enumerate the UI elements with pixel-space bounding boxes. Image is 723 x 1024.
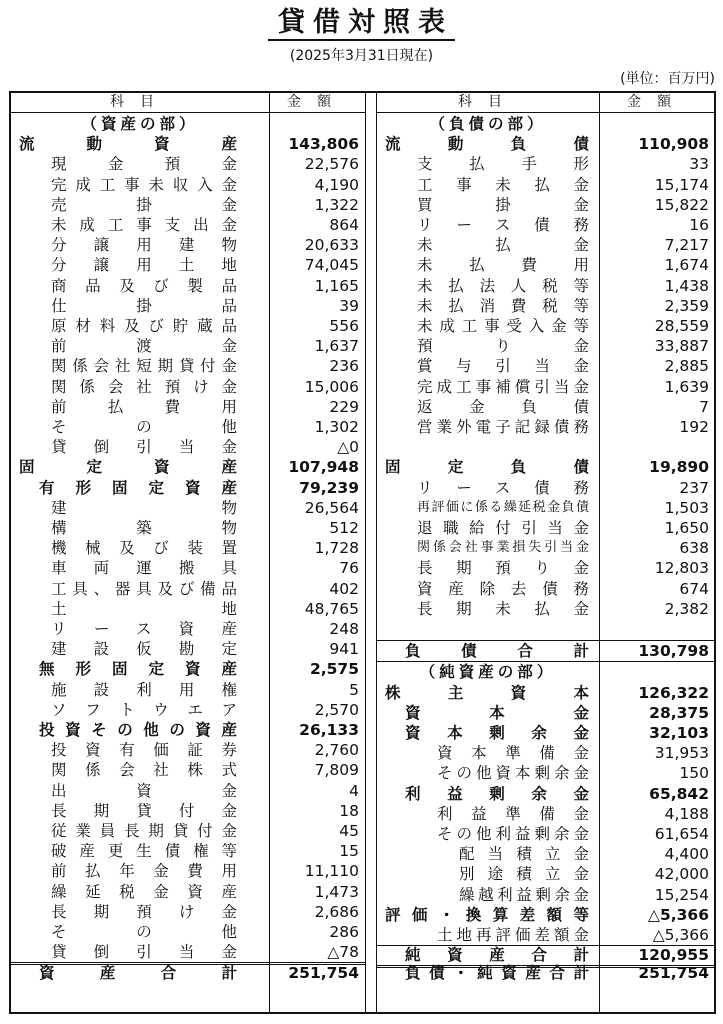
table-row bbox=[11, 195, 365, 215]
row-amount: 674 bbox=[679, 579, 709, 598]
row-amount: 1,637 bbox=[314, 337, 359, 356]
table-row bbox=[11, 316, 365, 336]
table-row bbox=[11, 175, 365, 195]
row-label: 従業員長期貸付金 bbox=[51, 822, 237, 840]
row-amount: 143,806 bbox=[288, 135, 359, 154]
row-amount: 251,754 bbox=[638, 964, 709, 983]
row-amount: 286 bbox=[329, 923, 359, 941]
row-label: その他 bbox=[51, 418, 237, 436]
table-row bbox=[377, 377, 715, 397]
row-label: 未成工事支出金 bbox=[51, 216, 237, 234]
table-row bbox=[377, 703, 715, 723]
row-label: 固定資産 bbox=[19, 458, 237, 477]
table-row bbox=[11, 255, 365, 275]
table-row bbox=[377, 498, 715, 518]
header-item: 科目 bbox=[458, 94, 518, 110]
table-row bbox=[377, 558, 715, 578]
row-label: 未払費用 bbox=[417, 256, 589, 275]
row-label: 破産更生債権等 bbox=[51, 842, 237, 861]
row-label: 評価・換算差額等 bbox=[385, 905, 589, 924]
row-amount: 1,728 bbox=[314, 539, 359, 558]
row-label: 有形固定資産 bbox=[39, 478, 237, 497]
row-label: 資本剰余金 bbox=[405, 724, 589, 742]
row-label: 完成工事未収入金 bbox=[51, 175, 237, 194]
row-label: （純資産の部） bbox=[419, 663, 557, 682]
table-row bbox=[377, 478, 715, 498]
row-amount: 248 bbox=[329, 620, 359, 638]
table-row bbox=[377, 437, 715, 457]
table-row bbox=[11, 619, 365, 639]
row-label: 賞与引当金 bbox=[417, 357, 589, 376]
table-row bbox=[11, 538, 365, 558]
row-label: 原材料及び貯蔵品 bbox=[51, 317, 237, 335]
equity-total-row bbox=[377, 945, 715, 965]
row-label: （負債の部） bbox=[429, 115, 547, 133]
table-row bbox=[377, 114, 715, 134]
table-row bbox=[11, 861, 365, 881]
table-row bbox=[377, 276, 715, 296]
row-label: 完成工事補償引当金 bbox=[417, 377, 589, 396]
row-label: 買掛金 bbox=[417, 195, 589, 214]
table-row bbox=[377, 518, 715, 538]
table-row bbox=[11, 134, 365, 154]
table-row bbox=[377, 255, 715, 275]
row-label: 土地再評価差額金 bbox=[437, 926, 589, 944]
header-amount: 金額 bbox=[627, 94, 687, 110]
balance-sheet bbox=[9, 91, 716, 1014]
row-amount: 4,400 bbox=[664, 845, 709, 864]
table-row bbox=[377, 864, 715, 884]
table-row bbox=[11, 437, 365, 457]
table-row bbox=[377, 154, 715, 174]
row-amount: 7,809 bbox=[314, 761, 359, 780]
report-date: (2025年3月31日現在) bbox=[289, 48, 434, 64]
row-amount: 402 bbox=[329, 579, 359, 598]
row-label: 前払費用 bbox=[51, 397, 237, 416]
row-label: 別途積立金 bbox=[459, 865, 589, 884]
table-row bbox=[11, 377, 365, 397]
row-label: その他資本剰余金 bbox=[437, 764, 589, 783]
row-amount: △0 bbox=[337, 438, 359, 457]
table-row bbox=[11, 760, 365, 780]
row-amount: △5,366 bbox=[652, 926, 709, 944]
table-row bbox=[377, 579, 715, 599]
table-row bbox=[11, 942, 365, 962]
table-row bbox=[377, 356, 715, 376]
row-label: 土地 bbox=[51, 599, 237, 618]
table-row bbox=[11, 114, 365, 134]
row-label: 出資金 bbox=[51, 781, 237, 800]
row-label: 未払消費税等 bbox=[417, 296, 589, 315]
table-row bbox=[11, 740, 365, 760]
row-label: 預り金 bbox=[417, 337, 589, 356]
table-row bbox=[377, 175, 715, 195]
row-amount: 28,559 bbox=[654, 317, 709, 335]
row-label: 建物 bbox=[51, 498, 237, 517]
row-label: 長期預け金 bbox=[51, 902, 237, 921]
table-row bbox=[11, 841, 365, 861]
row-amount: 150 bbox=[679, 764, 709, 783]
row-label: 返金負債 bbox=[417, 397, 589, 416]
row-label: 株主資本 bbox=[385, 683, 589, 702]
row-label: 流動負債 bbox=[385, 135, 589, 154]
row-amount: 18 bbox=[339, 801, 359, 820]
row-amount: 31,953 bbox=[654, 744, 709, 763]
row-label: 退職給付引当金 bbox=[417, 519, 589, 537]
row-label: 関係会社株式 bbox=[51, 761, 237, 780]
row-label: リース債務 bbox=[417, 478, 589, 497]
row-label: 長期預り金 bbox=[417, 559, 589, 578]
table-row bbox=[377, 599, 715, 619]
row-amount: 48,765 bbox=[304, 599, 359, 618]
table-row bbox=[11, 558, 365, 578]
row-amount: 126,322 bbox=[638, 683, 709, 702]
row-label: 資本金 bbox=[405, 703, 589, 722]
assets-header bbox=[11, 93, 365, 113]
row-label: 未払法人税等 bbox=[417, 276, 589, 295]
row-label: 再評価に係る繰延税金負債 bbox=[417, 499, 589, 515]
row-amount: 2,359 bbox=[664, 296, 709, 315]
row-label: 前払年金費用 bbox=[51, 862, 237, 881]
row-label: 負債・純資産合計 bbox=[405, 964, 589, 983]
table-row bbox=[377, 336, 715, 356]
row-label: リース債務 bbox=[417, 216, 589, 234]
table-row bbox=[11, 599, 365, 619]
row-amount: 16 bbox=[689, 216, 709, 234]
row-amount: 941 bbox=[329, 640, 359, 659]
row-amount: 1,302 bbox=[314, 418, 359, 436]
header-amount: 金額 bbox=[287, 94, 347, 110]
row-amount: 120,955 bbox=[638, 946, 709, 965]
table-row bbox=[377, 215, 715, 235]
table-row bbox=[377, 824, 715, 844]
table-row bbox=[377, 235, 715, 255]
row-amount: 11,110 bbox=[304, 862, 359, 881]
row-amount: 15,174 bbox=[654, 175, 709, 194]
table-row bbox=[11, 336, 365, 356]
table-row bbox=[11, 821, 365, 841]
row-amount: 2,575 bbox=[309, 660, 359, 679]
row-amount bbox=[599, 437, 709, 457]
row-label: 資産合計 bbox=[39, 964, 237, 983]
table-row bbox=[11, 215, 365, 235]
row-label: 関係会社短期貸付金 bbox=[51, 357, 237, 376]
row-amount: 512 bbox=[329, 519, 359, 537]
row-amount: 33 bbox=[689, 155, 709, 174]
row-label: 利益剰余金 bbox=[405, 784, 589, 803]
liabilities-header bbox=[377, 93, 715, 113]
row-amount: 4,188 bbox=[664, 804, 709, 823]
table-row bbox=[11, 154, 365, 174]
table-row bbox=[11, 276, 365, 296]
row-label: 繰越利益剰余金 bbox=[459, 885, 589, 904]
row-amount: 2,760 bbox=[314, 741, 359, 760]
row-label: 貸倒引当金 bbox=[51, 438, 237, 457]
table-row bbox=[377, 296, 715, 316]
table-row bbox=[11, 922, 365, 942]
table-row bbox=[377, 885, 715, 905]
row-amount: 4,190 bbox=[314, 175, 359, 194]
row-amount: 1,503 bbox=[664, 498, 709, 517]
row-label: 工具、器具及び備品 bbox=[51, 579, 237, 598]
row-amount: 19,890 bbox=[649, 458, 709, 477]
row-amount: 5 bbox=[349, 680, 359, 699]
row-amount: 1,639 bbox=[664, 377, 709, 396]
row-label: 現金預金 bbox=[51, 155, 237, 174]
table-row bbox=[377, 763, 715, 783]
table-row bbox=[11, 700, 365, 720]
row-amount: 39 bbox=[339, 296, 359, 315]
row-label: その他利益剰余金 bbox=[437, 825, 589, 843]
row-label: 前渡金 bbox=[51, 337, 237, 356]
table-row bbox=[11, 356, 365, 376]
row-amount: 33,887 bbox=[654, 337, 709, 356]
row-amount: 1,165 bbox=[314, 276, 359, 295]
row-label: その他 bbox=[51, 923, 237, 941]
table-row bbox=[377, 417, 715, 437]
table-row bbox=[11, 781, 365, 801]
row-label: 未成工事受入金等 bbox=[417, 317, 589, 335]
liab-equity-total-row bbox=[377, 963, 715, 983]
row-amount: 45 bbox=[339, 822, 359, 840]
row-amount: 15,254 bbox=[654, 885, 709, 904]
assets-column bbox=[11, 93, 366, 1012]
row-label: 分譲用土地 bbox=[51, 256, 237, 275]
table-row bbox=[377, 723, 715, 743]
row-label: 車両運搬具 bbox=[51, 559, 237, 578]
row-amount: 864 bbox=[329, 216, 359, 234]
table-row bbox=[11, 296, 365, 316]
table-row bbox=[11, 659, 365, 679]
table-row bbox=[11, 457, 365, 477]
row-label: リース資産 bbox=[51, 620, 237, 638]
row-amount: 107,948 bbox=[288, 458, 359, 477]
row-label: 流動資産 bbox=[19, 135, 237, 154]
row-label: 利益準備金 bbox=[437, 804, 589, 823]
row-amount: 110,908 bbox=[638, 135, 709, 154]
row-amount: 229 bbox=[329, 397, 359, 416]
row-label: 支払手形 bbox=[417, 155, 589, 174]
row-amount: 7 bbox=[699, 397, 709, 416]
row-label: 貸倒引当金 bbox=[51, 943, 237, 962]
row-amount: 22,576 bbox=[304, 155, 359, 174]
table-row bbox=[377, 397, 715, 417]
row-label: 分譲用建物 bbox=[51, 236, 237, 255]
liabilities-total-row bbox=[377, 641, 715, 661]
row-label: 負債合計 bbox=[405, 642, 589, 661]
row-amount: 130,798 bbox=[638, 642, 709, 661]
table-row bbox=[377, 683, 715, 703]
row-amount: 20,633 bbox=[304, 236, 359, 255]
table-row bbox=[377, 538, 715, 558]
table-row bbox=[11, 518, 365, 538]
row-label: 無形固定資産 bbox=[39, 660, 237, 679]
table-row bbox=[377, 457, 715, 477]
table-row bbox=[11, 478, 365, 498]
table-row bbox=[377, 743, 715, 763]
table-row bbox=[11, 680, 365, 700]
row-amount: 42,000 bbox=[654, 865, 709, 884]
row-amount: 237 bbox=[679, 478, 709, 497]
row-label: ソフトウエア bbox=[51, 700, 237, 719]
row-label: 営業外電子記録債務 bbox=[417, 418, 589, 436]
row-label: 投資その他の資産 bbox=[39, 721, 237, 739]
row-label: 仕掛品 bbox=[51, 296, 237, 315]
row-label: 繰延税金資産 bbox=[51, 882, 237, 901]
row-amount: 12,803 bbox=[654, 559, 709, 578]
row-label: 長期貸付金 bbox=[51, 801, 237, 820]
row-label: 資本準備金 bbox=[437, 744, 589, 763]
unit-label: (単位：百万円) bbox=[620, 71, 715, 87]
table-row bbox=[11, 720, 365, 740]
row-amount: 638 bbox=[679, 539, 709, 558]
row-amount: 15,822 bbox=[654, 195, 709, 214]
row-amount bbox=[599, 114, 709, 134]
row-amount bbox=[269, 114, 359, 134]
row-amount: 7,217 bbox=[664, 236, 709, 255]
row-amount: 28,375 bbox=[649, 703, 709, 722]
page-title: 貸借対照表 bbox=[0, 4, 723, 42]
table-row bbox=[11, 417, 365, 437]
row-label bbox=[417, 437, 589, 457]
row-amount: △78 bbox=[327, 943, 359, 962]
table-row bbox=[377, 134, 715, 154]
row-amount: 26,133 bbox=[299, 721, 359, 739]
row-amount: 2,885 bbox=[664, 357, 709, 376]
row-label: 固定負債 bbox=[385, 458, 589, 477]
row-amount: 2,382 bbox=[664, 599, 709, 618]
table-row bbox=[377, 925, 715, 945]
row-label: 未払金 bbox=[417, 236, 589, 255]
table-row bbox=[11, 235, 365, 255]
table-row bbox=[11, 397, 365, 417]
row-amount: 1,473 bbox=[314, 882, 359, 901]
row-amount: △5,366 bbox=[648, 905, 709, 924]
row-amount: 15 bbox=[339, 842, 359, 861]
row-amount: 556 bbox=[329, 317, 359, 335]
row-label: 工事未払金 bbox=[417, 175, 589, 194]
table-row bbox=[11, 902, 365, 922]
row-amount: 15,006 bbox=[304, 377, 359, 396]
row-label: 関係会社事業損失引当金 bbox=[417, 540, 589, 556]
row-label: 建設仮勘定 bbox=[51, 640, 237, 659]
table-row bbox=[377, 804, 715, 824]
table-row bbox=[377, 316, 715, 336]
row-amount: 79,239 bbox=[299, 478, 359, 497]
row-amount: 32,103 bbox=[649, 724, 709, 742]
row-amount: 1,438 bbox=[664, 276, 709, 295]
row-amount: 251,754 bbox=[288, 964, 359, 983]
row-label: 配当積立金 bbox=[459, 845, 589, 864]
table-row bbox=[377, 905, 715, 925]
table-row bbox=[377, 662, 715, 682]
row-label: 長期未払金 bbox=[417, 599, 589, 618]
row-label: 施設利用権 bbox=[51, 680, 237, 699]
row-label: 資産除去債務 bbox=[417, 579, 589, 598]
row-amount: 1,674 bbox=[664, 256, 709, 275]
row-label: 売掛金 bbox=[51, 195, 237, 214]
table-row bbox=[377, 195, 715, 215]
row-label: 純資産合計 bbox=[405, 946, 589, 965]
table-row bbox=[377, 844, 715, 864]
row-label: （資産の部） bbox=[81, 115, 199, 133]
assets-total-row bbox=[11, 963, 365, 983]
table-row bbox=[11, 801, 365, 821]
row-label: 機械及び装置 bbox=[51, 539, 237, 558]
row-amount: 192 bbox=[679, 418, 709, 436]
table-row bbox=[11, 498, 365, 518]
row-label: 投資有価証券 bbox=[51, 741, 237, 760]
table-row bbox=[377, 784, 715, 804]
row-label: 商品及び製品 bbox=[51, 276, 237, 295]
header-item: 科目 bbox=[110, 94, 170, 110]
row-amount bbox=[599, 662, 709, 682]
row-label: 関係会社預け金 bbox=[51, 377, 237, 396]
row-amount: 26,564 bbox=[304, 498, 359, 517]
row-amount: 1,650 bbox=[664, 519, 709, 537]
table-row bbox=[11, 579, 365, 599]
table-row bbox=[11, 882, 365, 902]
row-amount: 76 bbox=[339, 559, 359, 578]
row-amount: 2,570 bbox=[314, 700, 359, 719]
row-amount: 61,654 bbox=[654, 825, 709, 843]
row-amount: 1,322 bbox=[314, 195, 359, 214]
row-amount: 74,045 bbox=[304, 256, 359, 275]
row-amount: 236 bbox=[329, 357, 359, 376]
row-amount: 4 bbox=[349, 781, 359, 800]
liabilities-column bbox=[376, 93, 715, 1012]
table-row bbox=[11, 639, 365, 659]
row-label: 構築物 bbox=[51, 519, 237, 537]
row-amount: 65,842 bbox=[649, 784, 709, 803]
row-amount: 2,686 bbox=[314, 902, 359, 921]
